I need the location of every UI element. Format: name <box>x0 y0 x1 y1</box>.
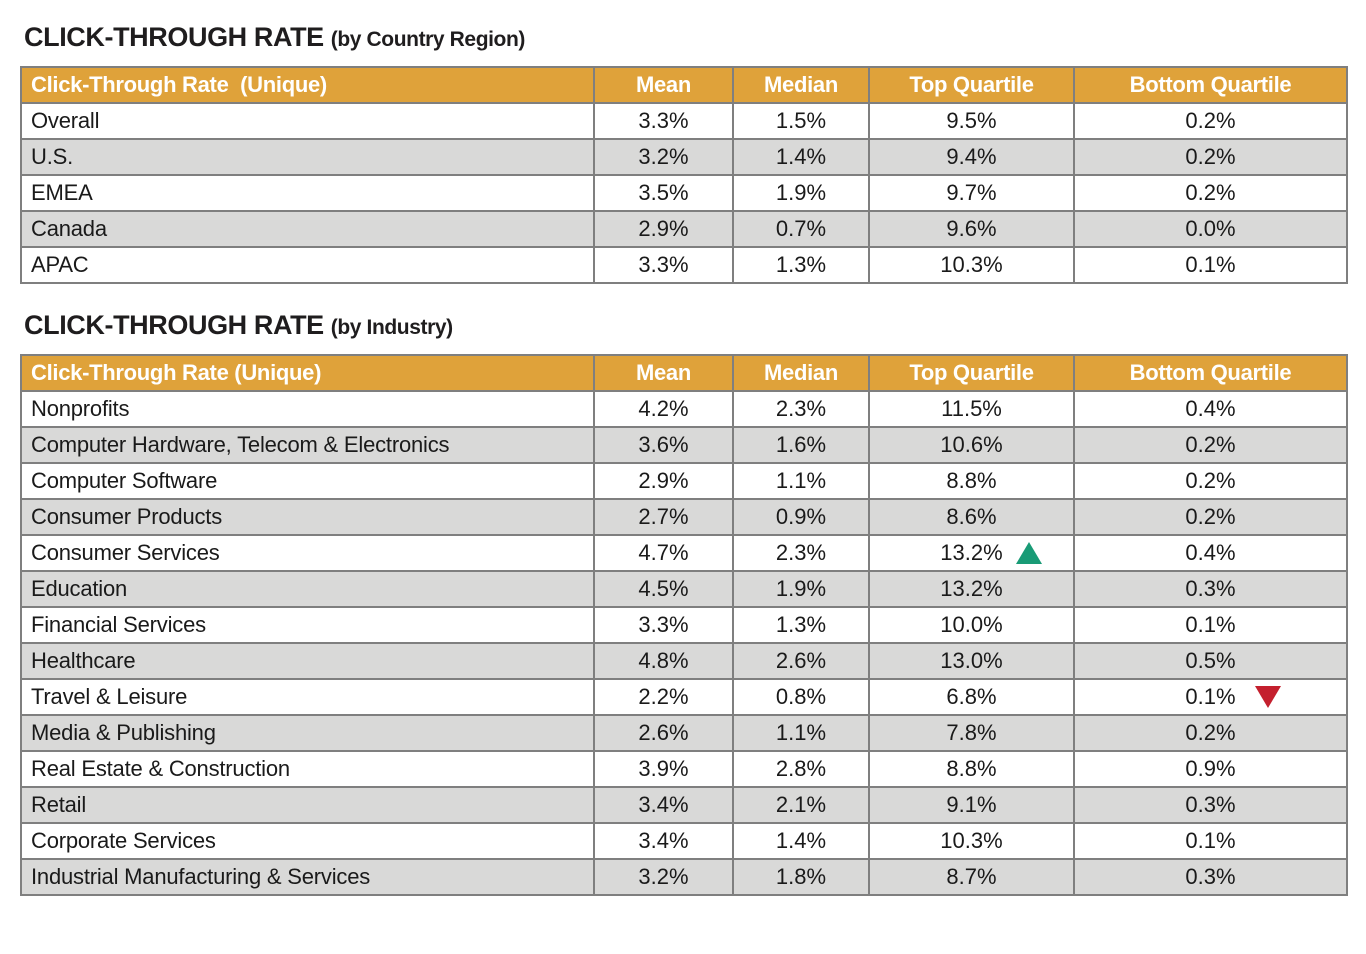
cell-value: 4.2% <box>638 396 689 421</box>
cell-value: 3.3% <box>638 108 689 133</box>
table-row <box>21 103 1347 139</box>
mean-cell <box>594 463 733 499</box>
row-label-cell <box>21 211 594 247</box>
cell-value: 9.1% <box>946 792 997 817</box>
cell-value: Overall <box>31 108 100 133</box>
mean-cell <box>594 715 733 751</box>
cell-value: 4.7% <box>638 540 689 565</box>
row-label-cell <box>21 427 594 463</box>
section-title-sub: (by Industry) <box>330 316 453 339</box>
cell-value: 0.8% <box>775 684 827 709</box>
mean-cell <box>594 391 733 427</box>
median-cell <box>733 211 869 247</box>
cell-value: 8.7% <box>946 864 997 889</box>
median-cell <box>733 859 869 895</box>
median-cell <box>733 103 869 139</box>
row-label-cell <box>21 787 594 823</box>
top-quartile-cell <box>869 175 1074 211</box>
median-cell <box>733 715 869 751</box>
median-cell <box>733 427 869 463</box>
cell-value: 9.7% <box>946 180 997 205</box>
row-label-cell <box>21 679 594 715</box>
cell-value: Corporate Services <box>31 828 216 853</box>
section-title-main: CLICK-THROUGH RATE <box>24 22 324 52</box>
cell-value: 2.9% <box>638 216 689 241</box>
bottom-quartile-cell <box>1074 427 1347 463</box>
cell-value: 0.4% <box>1185 540 1236 565</box>
cell-value: 0.3% <box>1185 576 1236 601</box>
table-row <box>21 787 1347 823</box>
bottom-quartile-cell <box>1074 643 1347 679</box>
median-cell <box>733 463 869 499</box>
cell-value: 3.4% <box>638 828 689 853</box>
cell-value: 1.5% <box>775 108 827 133</box>
mean-cell <box>594 751 733 787</box>
cell-value: 0.2% <box>1185 720 1236 745</box>
table-row <box>21 391 1347 427</box>
row-label-cell <box>21 643 594 679</box>
median-cell <box>733 787 869 823</box>
top-quartile-cell <box>869 715 1074 751</box>
cell-value: Computer Hardware, Telecom & Electronics <box>31 432 450 457</box>
column-header-bottom-quartile: Bottom Quartile <box>1074 67 1347 103</box>
bottom-quartile-cell <box>1074 391 1347 427</box>
cell-value: Media & Publishing <box>31 720 216 745</box>
median-cell <box>733 823 869 859</box>
cell-value: 0.3% <box>1185 864 1236 889</box>
cell-value: 0.2% <box>1185 504 1236 529</box>
cell-value: 3.2% <box>638 144 689 169</box>
section-title-main: CLICK-THROUGH RATE <box>24 310 324 340</box>
row-label-cell <box>21 859 594 895</box>
bottom-quartile-cell <box>1074 175 1347 211</box>
cell-value: 13.2% <box>940 576 1003 601</box>
top-quartile-cell <box>869 139 1074 175</box>
table-row <box>21 175 1347 211</box>
cell-value: 2.2% <box>638 684 689 709</box>
row-label-cell <box>21 103 594 139</box>
cell-value: 0.2% <box>1185 432 1236 457</box>
cell-value: APAC <box>31 252 89 277</box>
top-quartile-cell <box>869 535 1074 571</box>
top-quartile-cell <box>869 751 1074 787</box>
table-row <box>21 535 1347 571</box>
bottom-quartile-cell <box>1074 859 1347 895</box>
cell-value: 9.5% <box>946 108 997 133</box>
median-cell <box>733 139 869 175</box>
median-cell <box>733 535 869 571</box>
bottom-quartile-cell <box>1074 823 1347 859</box>
mean-cell <box>594 607 733 643</box>
cell-value: Computer Software <box>31 468 218 493</box>
top-quartile-cell <box>869 787 1074 823</box>
column-header-bottom-quartile: Bottom Quartile <box>1074 355 1347 391</box>
table-header-row <box>21 67 1347 103</box>
cell-value: 2.9% <box>638 468 689 493</box>
table-row <box>21 139 1347 175</box>
cell-value: Real Estate & Construction <box>31 756 290 781</box>
cell-value: Consumer Products <box>31 504 223 529</box>
median-cell <box>733 499 869 535</box>
mean-cell <box>594 427 733 463</box>
cell-value: 10.3% <box>940 828 1003 853</box>
table-row <box>21 247 1347 283</box>
cell-value: 0.2% <box>1185 108 1236 133</box>
table-row <box>21 211 1347 247</box>
top-quartile-cell <box>869 211 1074 247</box>
bottom-quartile-cell <box>1074 751 1347 787</box>
median-cell <box>733 679 869 715</box>
cell-value: 3.5% <box>638 180 689 205</box>
top-quartile-cell <box>869 643 1074 679</box>
median-cell <box>733 175 869 211</box>
cell-value: 0.5% <box>1185 648 1236 673</box>
table-row <box>21 715 1347 751</box>
row-label-cell <box>21 139 594 175</box>
cell-value: Consumer Services <box>31 540 220 565</box>
cell-value: 7.8% <box>946 720 997 745</box>
cell-value: 0.3% <box>1185 792 1236 817</box>
cell-value: 0.4% <box>1185 396 1236 421</box>
top-quartile-cell <box>869 463 1074 499</box>
table-header-row <box>21 355 1347 391</box>
cell-value: EMEA <box>31 180 93 205</box>
section-title-industry <box>24 308 1346 345</box>
mean-cell <box>594 139 733 175</box>
cell-value: Canada <box>31 216 107 241</box>
cell-value: Industrial Manufacturing & Services <box>31 864 371 889</box>
column-header-median: Median <box>733 67 869 103</box>
cell-value: 0.1% <box>1185 252 1236 277</box>
cell-value: 10.3% <box>940 252 1003 277</box>
ctr-industry-table <box>20 354 1348 896</box>
column-header-mean: Mean <box>594 355 733 391</box>
column-header-row-label: Click-Through Rate (Unique) <box>21 67 594 103</box>
cell-value: 13.2% <box>940 540 1003 565</box>
bottom-quartile-cell <box>1074 499 1347 535</box>
median-cell <box>733 751 869 787</box>
cell-value: 0.9% <box>1185 756 1236 781</box>
table-row <box>21 859 1347 895</box>
cell-value: 1.3% <box>775 252 827 277</box>
cell-value: 8.6% <box>946 504 997 529</box>
cell-value: 13.0% <box>940 648 1003 673</box>
cell-value: Education <box>31 576 128 601</box>
cell-value: 0.1% <box>1185 612 1236 637</box>
cell-value: 0.2% <box>1185 180 1236 205</box>
table-row <box>21 427 1347 463</box>
top-quartile-cell <box>869 607 1074 643</box>
cell-value: 10.6% <box>940 432 1003 457</box>
table-row <box>21 607 1347 643</box>
row-label-cell <box>21 247 594 283</box>
mean-cell <box>594 175 733 211</box>
cell-value: 1.3% <box>775 612 827 637</box>
cell-value: 3.6% <box>638 432 689 457</box>
top-quartile-cell <box>869 499 1074 535</box>
median-cell <box>733 391 869 427</box>
down-triangle-icon <box>1255 686 1281 708</box>
cell-value: 4.5% <box>638 576 689 601</box>
cell-value: 1.4% <box>775 144 827 169</box>
bottom-quartile-cell <box>1074 787 1347 823</box>
ctr-industry-section <box>20 308 1346 896</box>
row-label-cell <box>21 823 594 859</box>
cell-value: 2.6% <box>775 648 827 673</box>
bottom-quartile-cell <box>1074 211 1347 247</box>
cell-value: 0.2% <box>1185 468 1236 493</box>
cell-value: 4.8% <box>638 648 689 673</box>
cell-value: 3.2% <box>638 864 689 889</box>
bottom-quartile-cell <box>1074 139 1347 175</box>
top-quartile-cell <box>869 247 1074 283</box>
cell-value: 1.8% <box>775 864 827 889</box>
cell-value: 0.1% <box>1185 684 1236 709</box>
mean-cell <box>594 499 733 535</box>
up-triangle-icon <box>1016 542 1042 564</box>
median-cell <box>733 571 869 607</box>
cell-value: 2.3% <box>775 540 827 565</box>
top-quartile-cell <box>869 859 1074 895</box>
cell-value: 1.9% <box>775 180 827 205</box>
cell-value: 1.9% <box>775 576 827 601</box>
cell-value: 10.0% <box>940 612 1003 637</box>
mean-cell <box>594 643 733 679</box>
median-cell <box>733 643 869 679</box>
median-cell <box>733 607 869 643</box>
mean-cell <box>594 859 733 895</box>
row-label-cell <box>21 715 594 751</box>
cell-value: 3.9% <box>638 756 689 781</box>
table-row <box>21 463 1347 499</box>
table-row <box>21 499 1347 535</box>
top-quartile-cell <box>869 103 1074 139</box>
cell-value: Financial Services <box>31 612 206 637</box>
mean-cell <box>594 823 733 859</box>
mean-cell <box>594 247 733 283</box>
row-label-cell <box>21 391 594 427</box>
ctr-country-region-table <box>20 66 1348 284</box>
mean-cell <box>594 679 733 715</box>
row-label-cell <box>21 535 594 571</box>
row-label-cell <box>21 463 594 499</box>
column-header-mean: Mean <box>594 67 733 103</box>
cell-value: 9.6% <box>946 216 997 241</box>
top-quartile-cell <box>869 679 1074 715</box>
cell-value: Healthcare <box>31 648 136 673</box>
cell-value: 8.8% <box>946 756 997 781</box>
row-label-cell <box>21 751 594 787</box>
cell-value: 2.8% <box>775 756 827 781</box>
cell-value: 6.8% <box>946 684 997 709</box>
table-row <box>21 751 1347 787</box>
mean-cell <box>594 571 733 607</box>
row-label-cell <box>21 175 594 211</box>
bottom-quartile-cell <box>1074 607 1347 643</box>
top-quartile-cell <box>869 571 1074 607</box>
cell-value: 2.3% <box>775 396 827 421</box>
mean-cell <box>594 211 733 247</box>
column-header-top-quartile: Top Quartile <box>869 67 1074 103</box>
ctr-country-region-section <box>20 20 1346 284</box>
top-quartile-cell <box>869 427 1074 463</box>
cell-value: 11.5% <box>941 396 1002 421</box>
cell-value: 0.0% <box>1185 216 1236 241</box>
bottom-quartile-cell <box>1074 571 1347 607</box>
row-label-cell <box>21 499 594 535</box>
table-row <box>21 643 1347 679</box>
mean-cell <box>594 787 733 823</box>
cell-value: 1.6% <box>775 432 827 457</box>
bottom-quartile-cell <box>1074 535 1347 571</box>
cell-value: 3.3% <box>638 252 689 277</box>
bottom-quartile-cell <box>1074 247 1347 283</box>
mean-cell <box>594 103 733 139</box>
median-cell <box>733 247 869 283</box>
top-quartile-cell <box>869 391 1074 427</box>
cell-value: 2.6% <box>638 720 689 745</box>
row-label-cell <box>21 607 594 643</box>
section-title-sub: (by Country Region) <box>330 28 525 51</box>
column-header-median: Median <box>733 355 869 391</box>
cell-value: 3.4% <box>638 792 689 817</box>
row-label-cell <box>21 571 594 607</box>
bottom-quartile-cell <box>1074 103 1347 139</box>
cell-value: Retail <box>31 792 87 817</box>
cell-value: 3.3% <box>638 612 689 637</box>
bottom-quartile-cell <box>1074 679 1347 715</box>
cell-value: 1.4% <box>775 828 827 853</box>
table-row <box>21 679 1347 715</box>
cell-value: 0.9% <box>775 504 827 529</box>
mean-cell <box>594 535 733 571</box>
cell-value: 0.7% <box>775 216 827 241</box>
section-title-country-region <box>24 20 1346 57</box>
top-quartile-cell <box>869 823 1074 859</box>
column-header-top-quartile: Top Quartile <box>869 355 1074 391</box>
column-header-row-label: Click-Through Rate (Unique) <box>21 355 594 391</box>
bottom-quartile-cell <box>1074 463 1347 499</box>
cell-value: 0.2% <box>1185 144 1236 169</box>
cell-value: 2.1% <box>775 792 827 817</box>
cell-value: 8.8% <box>946 468 997 493</box>
cell-value: 2.7% <box>638 504 689 529</box>
bottom-quartile-cell <box>1074 715 1347 751</box>
table-row <box>21 571 1347 607</box>
cell-value: 1.1% <box>775 468 827 493</box>
cell-value: U.S. <box>31 144 73 169</box>
cell-value: Travel & Leisure <box>31 684 188 709</box>
cell-value: Nonprofits <box>31 396 130 421</box>
cell-value: 1.1% <box>775 720 827 745</box>
cell-value: 0.1% <box>1185 828 1236 853</box>
table-row <box>21 823 1347 859</box>
cell-value: 9.4% <box>946 144 997 169</box>
